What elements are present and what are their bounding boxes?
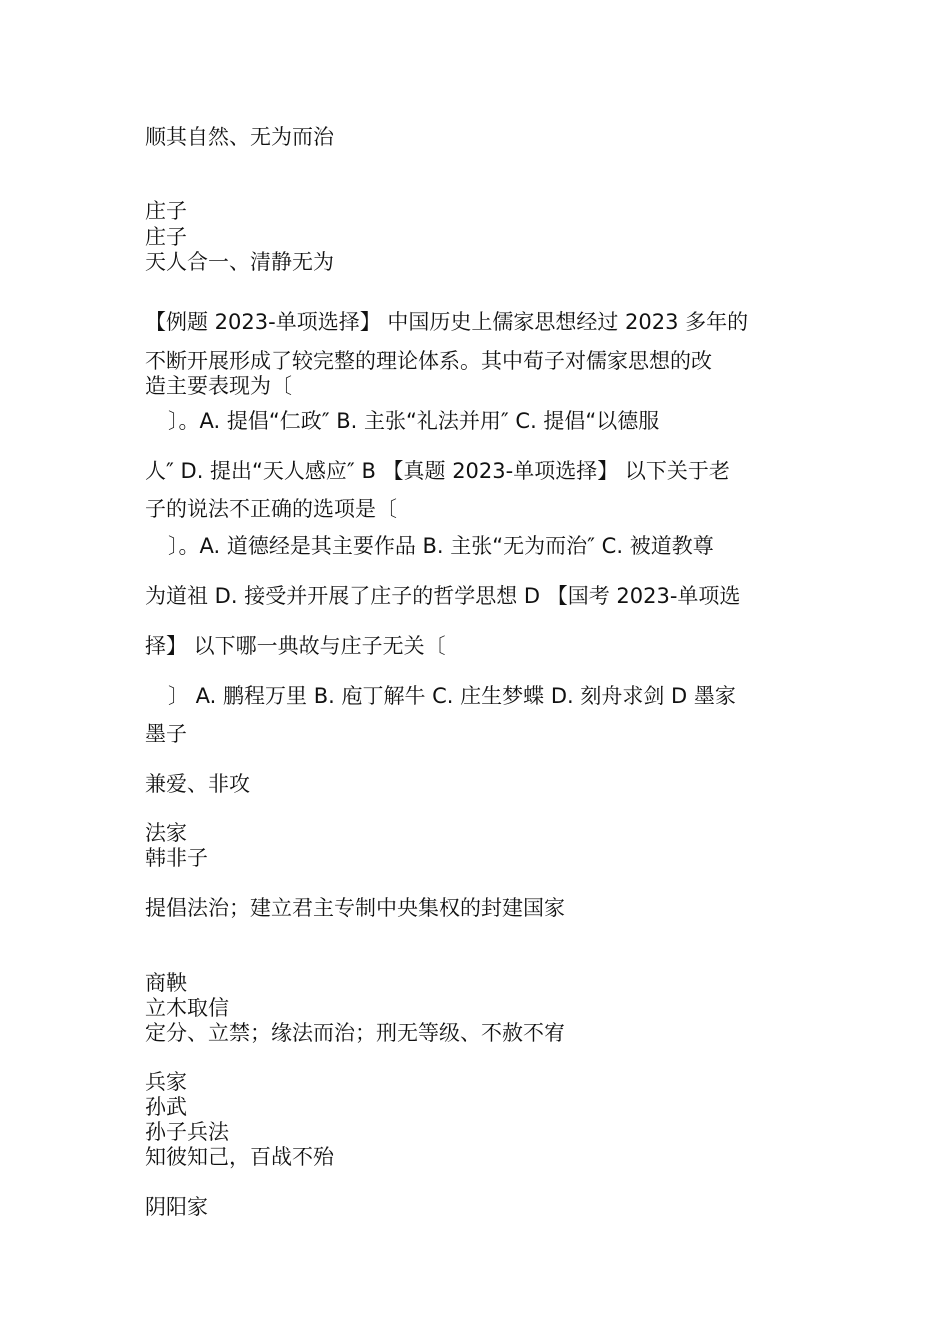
text-line: 定分、立禁；缘法而治；刑无等级、不赦不宥 [145,1021,565,1045]
text-line: 墨子 [145,722,187,746]
text-line: 提倡法治；建立君主专制中央集权的封建国家 [145,896,565,920]
text-line: 阴阳家 [145,1195,208,1219]
text-line: 不断开展形成了较完整的理论体系。其中荀子对儒家思想的改 [145,349,712,373]
text-line: 商鞅 [145,971,187,995]
text-line: 兵家 [145,1070,187,1094]
text-line: 人″ D. 提出“天人感应″ B 【真题 2023-单项选择】 以下关于老 [145,459,730,483]
text-line: 顺其自然、无为而治 [145,125,334,149]
text-line: 兼爱、非攻 [145,772,250,796]
text-line: 庄子 [145,225,187,249]
text-line: 法家 [145,821,187,845]
text-line: 孙子兵法 [145,1120,229,1144]
text-line: 孙武 [145,1095,187,1119]
text-line: 韩非子 [145,846,208,870]
text-line: 天人合一、清静无为 [145,250,334,274]
text-line: 知彼知己，百战不殆 [145,1145,334,1169]
text-line: 〕。A. 提倡“仁政″ B. 主张“礼法并用″ C. 提倡“以德服 [168,409,660,433]
text-line: 庄子 [145,199,187,223]
text-line: 子的说法不正确的选项是〔 [145,497,397,521]
text-line: 【例题 2023-单项选择】 中国历史上儒家思想经过 2023 多年的 [145,310,749,334]
text-line: 〕 A. 鹏程万里 B. 庖丁解牛 C. 庄生梦蝶 D. 刻舟求剑 D 墨家 [168,684,736,708]
text-line: 〕。A. 道德经是其主要作品 B. 主张“无为而治″ C. 被道教尊 [168,534,714,558]
text-line: 立木取信 [145,996,229,1020]
text-line: 造主要表现为〔 [145,374,292,398]
text-line: 择】 以下哪一典故与庄子无关〔 [145,634,446,658]
text-line: 为道祖 D. 接受并开展了庄子的哲学思想 D 【国考 2023-单项选 [145,584,741,608]
